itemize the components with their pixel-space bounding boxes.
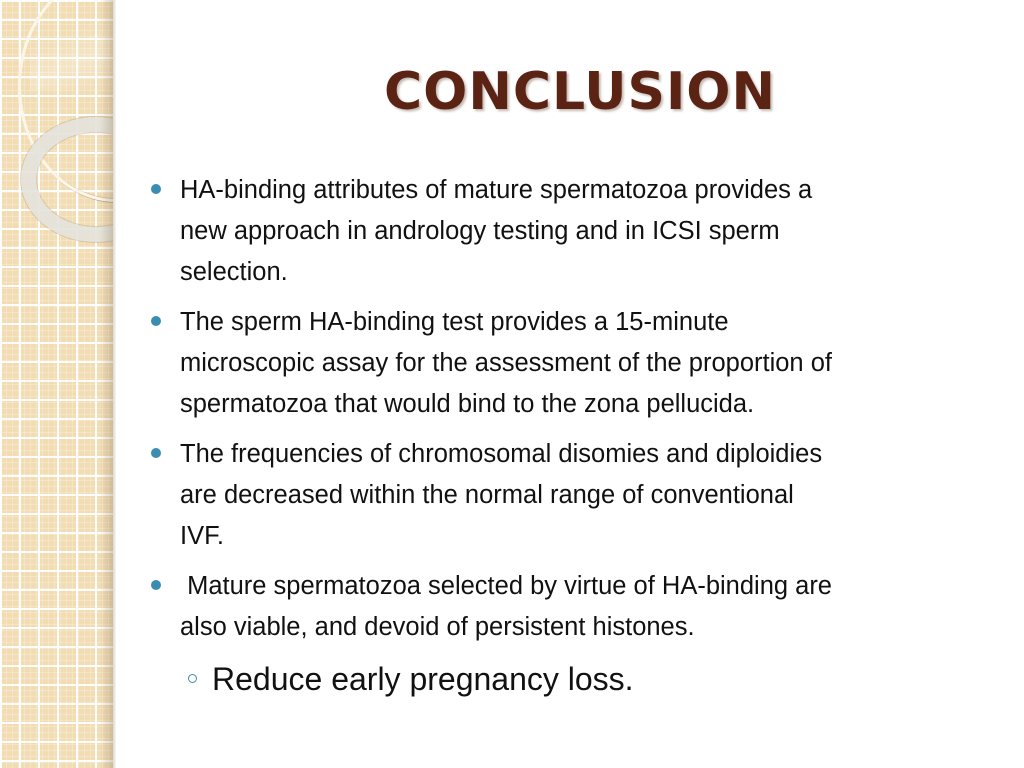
sub-bullet-text: Reduce early pregnancy loss. (212, 661, 634, 697)
bullet-list (148, 170, 1008, 701)
side-strip-shadow (100, 0, 116, 768)
sub-bullet-item (148, 657, 1008, 701)
hollow-bullet-icon (188, 674, 197, 683)
bullet-dot-icon (151, 316, 161, 326)
bullet-line: microscopic assay for the assessment of the proportion of (180, 349, 832, 377)
bullet-item (148, 302, 1008, 425)
bullet-line: The frequencies of chromosomal disomies and diploidies (180, 440, 823, 468)
slide-title: CONCLUSION (383, 62, 777, 122)
bullet-line: selection. (180, 258, 288, 286)
bullet-line: The sperm HA-binding test provides a 15-minute (180, 308, 729, 336)
bullet-line: are decreased within the normal range of conventional (180, 481, 794, 509)
bullet-line: spermatozoa that would bind to the zona pellucida. (180, 390, 755, 418)
bullet-item (148, 170, 1008, 293)
bullet-line: also viable, and devoid of persistent histones. (180, 613, 695, 641)
bullet-line: HA-binding attributes of mature spermatozoa provides a (180, 176, 813, 204)
bullet-line: new approach in andrology testing and in ICSI sperm (180, 217, 780, 245)
bullet-dot-icon (151, 580, 161, 590)
bullet-line: Mature spermatozoa selected by virtue of HA-binding are (180, 572, 832, 600)
bullet-item (148, 566, 1008, 648)
decorative-ring-highlight (30, 0, 110, 90)
bullet-line: IVF. (180, 522, 224, 550)
bullet-dot-icon (151, 184, 161, 194)
bullet-dot-icon (151, 448, 161, 458)
bullet-item (148, 434, 1008, 557)
decorative-side-strip (0, 0, 113, 768)
